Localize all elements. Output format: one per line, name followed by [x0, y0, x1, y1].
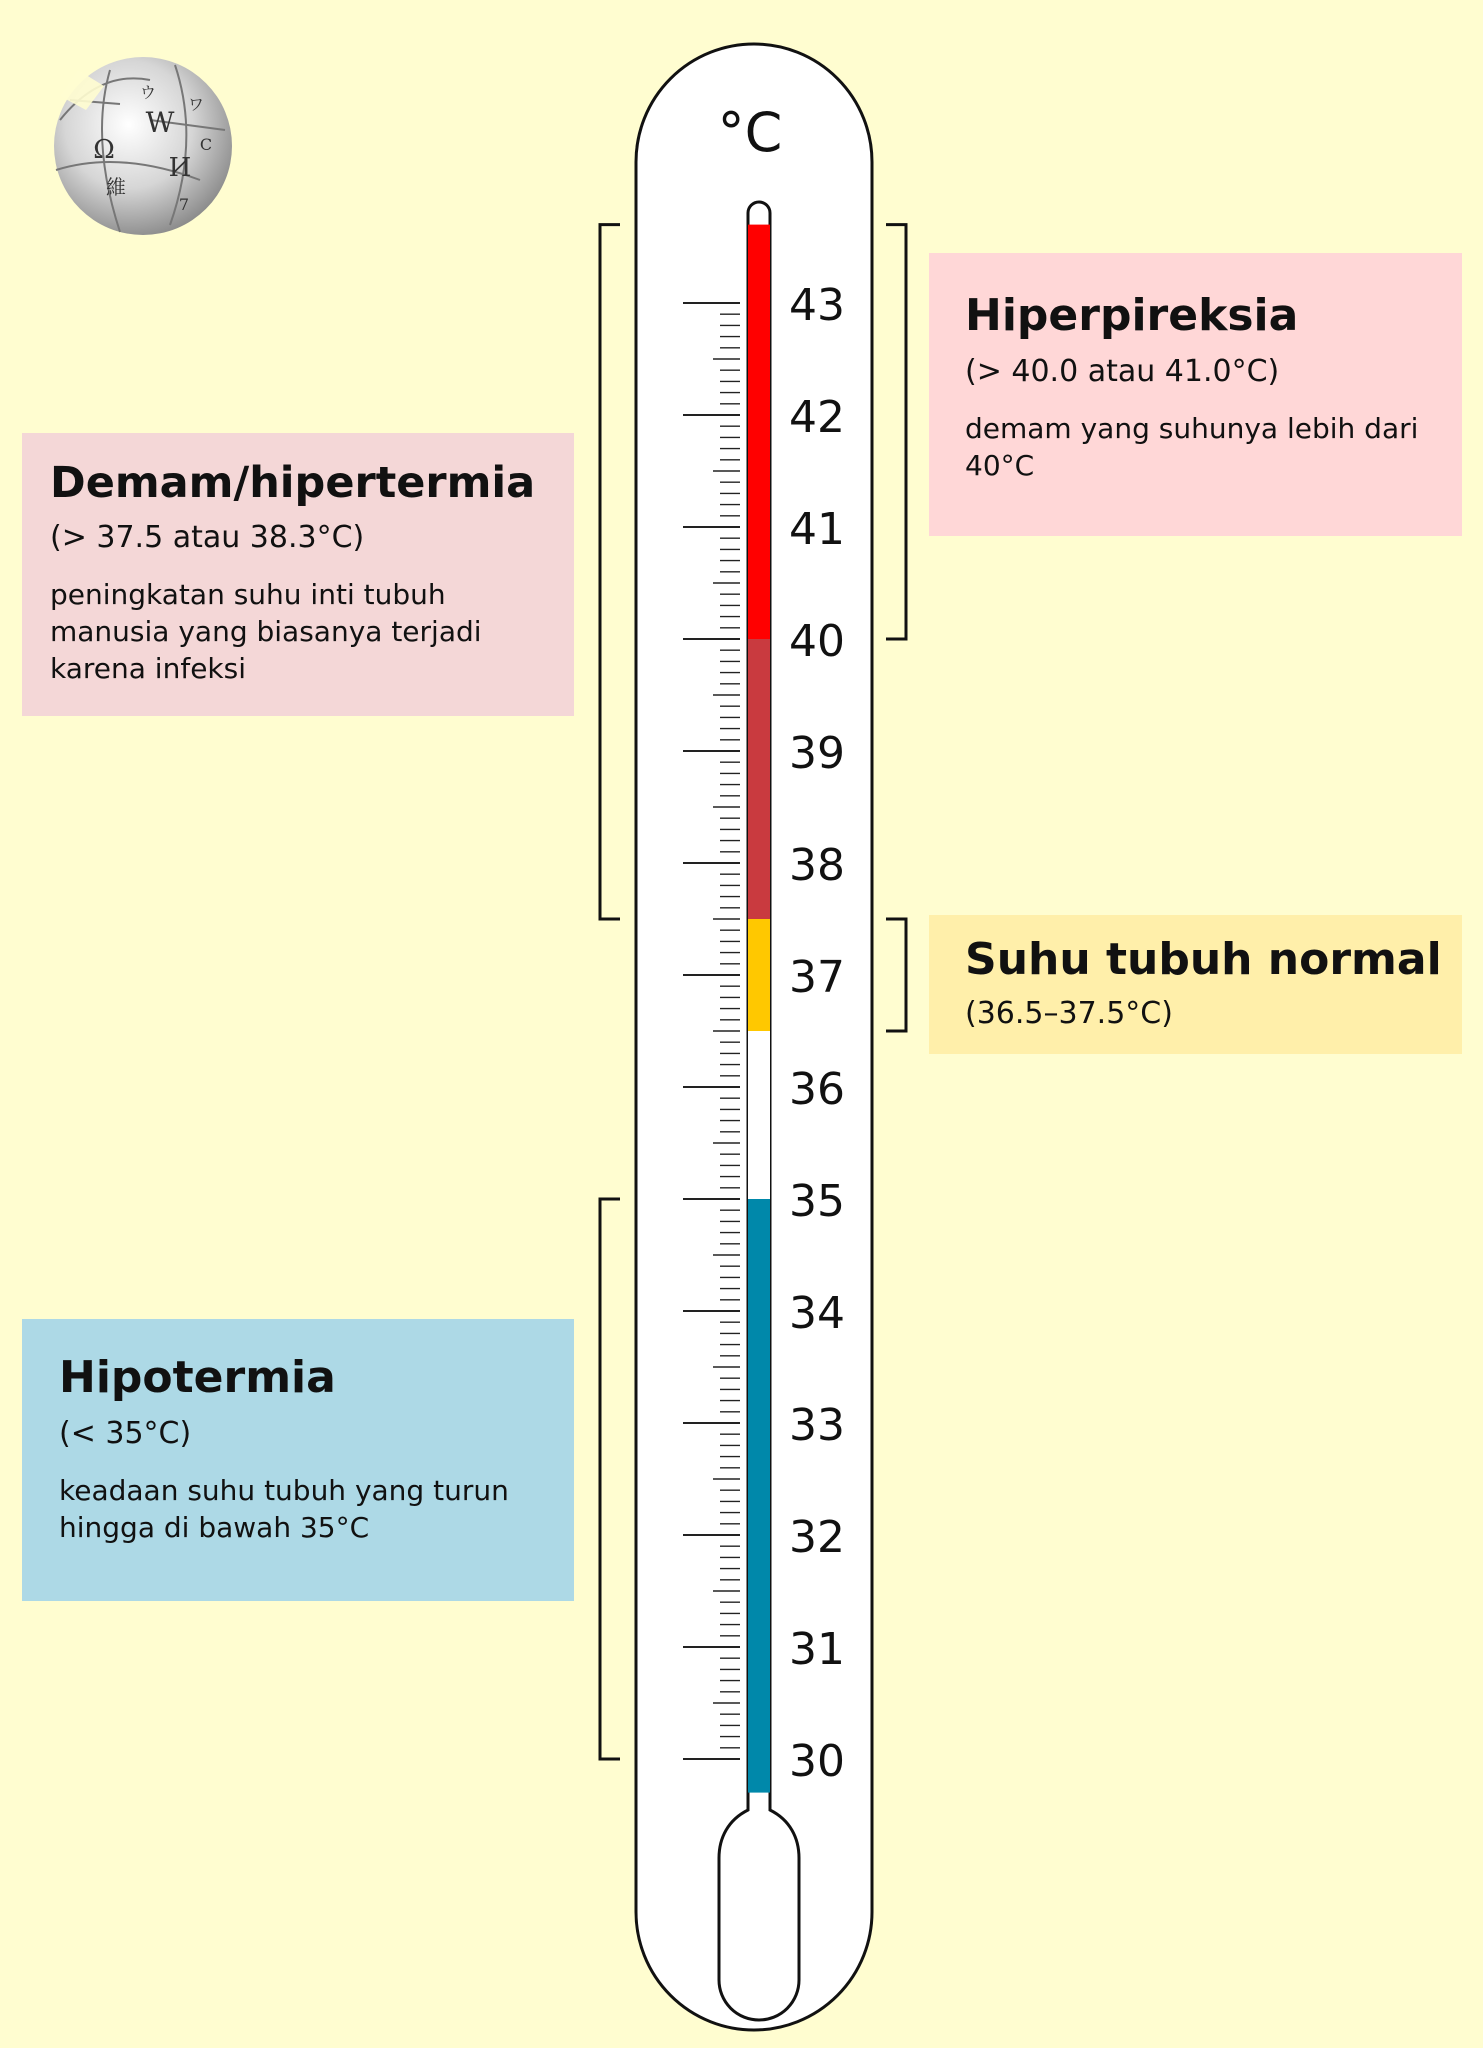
range-bracket-2 — [886, 919, 906, 1031]
range-bracket-3 — [600, 1199, 620, 1759]
hypothermia-range: (< 35°C) — [59, 1415, 192, 1451]
range-bracket-1 — [886, 225, 906, 639]
hyperpyrexia-range: (> 40.0 atau 41.0°C) — [965, 353, 1280, 389]
logo-glyph: ウ — [139, 83, 157, 102]
normal-temperature-box — [929, 915, 1462, 1054]
tick-label-37: 37 — [789, 952, 845, 1003]
normal-range: (36.5–37.5°C) — [965, 995, 1173, 1031]
wikipedia-globe-logo — [54, 57, 232, 235]
range-bracket-0 — [600, 225, 620, 919]
tick-label-31: 31 — [789, 1624, 845, 1675]
logo-glyph: С — [199, 135, 213, 154]
tick-label-43: 43 — [789, 280, 845, 331]
temperature-band-1 — [748, 639, 770, 919]
temperature-band-0 — [748, 225, 770, 639]
tick-label-32: 32 — [789, 1512, 845, 1563]
tick-label-36: 36 — [789, 1064, 845, 1115]
tick-label-34: 34 — [789, 1288, 845, 1339]
fever-range: (> 37.5 atau 38.3°C) — [50, 520, 365, 556]
temperature-bands — [748, 225, 770, 1793]
logo-glyph: 維 — [106, 175, 126, 199]
tick-label-38: 38 — [789, 840, 845, 891]
fever-title: Demam/hipertermia — [50, 458, 536, 508]
logo-glyph: Ω — [93, 135, 115, 165]
fever-description: peningkatan suhu inti tubuh manusia yang biasanya terjadi karena infeksi — [50, 578, 482, 686]
logo-glyph: И — [168, 153, 192, 183]
tick-label-40: 40 — [789, 616, 845, 667]
temperature-band-2 — [748, 919, 770, 1031]
hypothermia-box — [22, 1319, 574, 1601]
hyperpyrexia-title: Hiperpireksia — [965, 290, 1299, 341]
normal-title: Suhu tubuh normal — [965, 934, 1442, 985]
tick-label-39: 39 — [789, 728, 845, 779]
hypothermia-title: Hipotermia — [59, 1352, 336, 1403]
logo-glyph: ワ — [187, 95, 205, 114]
hyperpyrexia-box — [929, 253, 1462, 536]
hyperpyrexia-description: demam yang suhunya lebih dari 40°C — [965, 411, 1419, 482]
tick-label-41: 41 — [789, 504, 845, 555]
tick-label-42: 42 — [789, 392, 845, 443]
logo-glyph: 7 — [178, 195, 190, 214]
temperature-band-3 — [748, 1031, 770, 1199]
temperature-band-4 — [748, 1199, 770, 1793]
logo-glyph: W — [145, 106, 175, 139]
hypothermia-description: keadaan suhu tubuh yang turun hingga di bawah 35°C — [59, 1473, 509, 1544]
unit-label: °C — [717, 101, 783, 164]
tick-label-30: 30 — [789, 1736, 845, 1787]
tick-label-35: 35 — [789, 1176, 845, 1227]
fever-box — [22, 433, 574, 716]
tick-label-33: 33 — [789, 1400, 845, 1451]
